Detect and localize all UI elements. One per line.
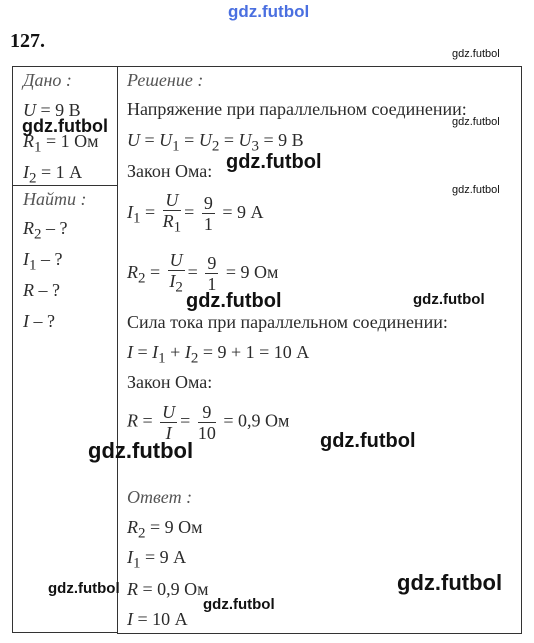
watermark: gdz.futbol: [320, 430, 416, 452]
problem-number: 127.: [10, 30, 45, 52]
watermark: gdz.futbol: [397, 570, 503, 595]
answer-r2: $R_2 = 9$ Ом: [127, 517, 203, 542]
watermark: gdz.futbol: [48, 580, 120, 597]
r-equation: R = $\frac{U}{I}$ = $\frac{9}{10}$ = 0,9 Ом: [127, 402, 290, 443]
fraction-9-1: $\frac{9}{1}$: [203, 193, 213, 235]
find-i1: $I_1$ – ?: [23, 249, 63, 274]
voltage-equation: $U = U_1 = U_2 = U_3 = 9$ В: [127, 130, 304, 155]
watermark: gdz.futbol: [22, 116, 108, 136]
answer-r: R = 0,9 Ом: [127, 579, 209, 599]
i1-result: = 9 А: [222, 201, 264, 222]
answer-i: I = 10 А: [127, 609, 188, 629]
parallel-voltage-text: Напряжение при параллельном соединении:: [127, 99, 467, 119]
watermark-top: gdz.futbol: [228, 2, 310, 21]
watermark: gdz.futbol: [413, 291, 485, 308]
watermark: gdz.futbol: [203, 596, 275, 613]
fraction-9-10: $\frac{9}{10}$: [197, 402, 216, 443]
watermark: gdz.futbol: [226, 151, 322, 173]
given-voltage: U = 9 В: [23, 100, 81, 120]
r-result: = 0,9 Ом: [223, 410, 290, 431]
current-text: Сила тока при параллельном соединении:: [127, 312, 448, 332]
answer-heading: Ответ :: [127, 487, 193, 507]
solution-heading: Решение :: [127, 70, 204, 90]
find-r: R – ?: [23, 280, 60, 300]
i1-equation: $I_1$ = $\frac{U}{R_1}$ = $\frac{9}{1}$ = 9 А: [127, 190, 264, 236]
watermark: gdz.futbol: [88, 438, 194, 463]
fraction-u-r1: $\frac{U}{R_1}$: [162, 190, 182, 236]
given-i2: $I_2 = 1$ А: [23, 162, 83, 187]
r2-result: = 9 Ом: [225, 261, 279, 282]
fraction-9-1: $\frac{9}{1}$: [207, 253, 217, 295]
watermark-small: gdz.futbol: [452, 48, 500, 60]
ohm-law-1: Закон Ома:: [127, 161, 213, 181]
current-equation: $I = I_1 + I_2 = 9 + 1 = 10$ А: [127, 342, 310, 367]
r2-equation: $R_2$ = $\frac{U}{I_2}$ = $\frac{9}{1}$ = 9 Ом: [127, 250, 279, 296]
fraction-u-i2: $\frac{U}{I_2}$: [169, 250, 183, 296]
ohm-law-2: Закон Ома:: [127, 372, 213, 392]
find-r2: $R_2$ – ?: [23, 218, 68, 243]
watermark-small: gdz.futbol: [452, 184, 500, 196]
watermark-small: gdz.futbol: [452, 116, 500, 128]
given-heading: Дано :: [23, 70, 72, 90]
find-heading: Найти :: [23, 189, 87, 209]
watermark: gdz.futbol: [186, 290, 282, 312]
answer-i1: $I_1 = 9$ А: [127, 547, 187, 572]
given-r1: $R_1 = 1$ Ом: [23, 131, 99, 156]
fraction-u-i: $\frac{U}{I}$: [162, 402, 176, 443]
find-i: I – ?: [23, 311, 55, 331]
